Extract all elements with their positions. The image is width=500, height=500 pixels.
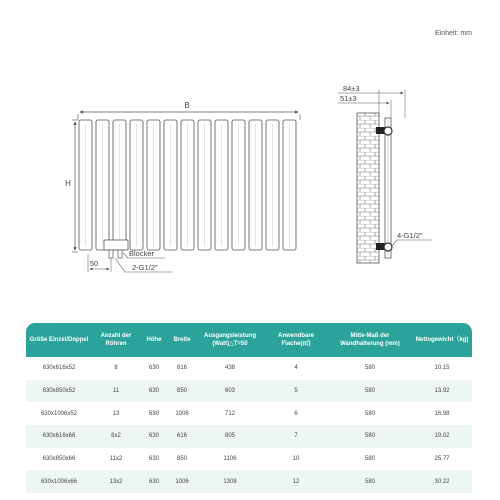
cell-output: 438 — [224, 365, 235, 372]
cell-width: 616 — [168, 425, 196, 448]
table-header-row — [26, 323, 472, 357]
header-area: Anwendbare Flache(㎡) — [264, 323, 328, 357]
cell-size: 630x616x52 — [42, 365, 76, 372]
cell-output: 1106 — [223, 456, 237, 463]
cell-size: 630x850x52 — [26, 380, 92, 403]
cell-width: 1006 — [168, 470, 196, 493]
cell-net-weight: 25.77 — [434, 456, 450, 463]
cell-bracket-distance: 580 — [364, 410, 375, 417]
cell-size: 630x1006x52 — [40, 410, 78, 417]
valve-right — [118, 250, 122, 258]
upper-connection — [384, 127, 392, 135]
cell-net-weight: 30.22 — [412, 470, 472, 493]
connection-label: 2-G1/2" — [132, 263, 158, 272]
unit-note: Einheit: mm — [435, 30, 472, 37]
radiator-tubes — [79, 120, 296, 250]
header-height: Höhe — [140, 323, 168, 357]
header-output: Ausgangsleistung (Watt)△T=50 — [196, 323, 264, 357]
cell-area: 12 — [264, 470, 328, 493]
cell-output: 805 — [196, 425, 264, 448]
cell-area: 7 — [264, 425, 328, 448]
cell-area: 5 — [264, 380, 328, 403]
cell-tube-count: 13x2 — [92, 470, 140, 493]
cell-bracket-distance: 580 — [328, 470, 412, 493]
depth-inner-label: 51±3 — [340, 94, 357, 103]
cell-tube-count: 11 — [92, 380, 140, 403]
cell-size: 630x616x66 — [26, 425, 92, 448]
header-net-weight: Nettogewicht（kg) — [412, 323, 472, 357]
cell-width: 616 — [176, 365, 187, 372]
cell-bracket-distance: 580 — [364, 456, 375, 463]
cell-tube-count: 11x2 — [109, 456, 123, 463]
cell-tube-count: 8x2 — [92, 425, 140, 448]
brick-wall — [357, 113, 379, 263]
table-row — [26, 448, 472, 471]
lower-connection — [384, 243, 392, 251]
blocker-label: Blocker — [129, 249, 155, 258]
header-size: Größe Einzel/Doppel — [26, 323, 92, 357]
table-row — [26, 402, 472, 425]
cell-output: 1308 — [196, 470, 264, 493]
depth-outer-label: 84±3 — [343, 84, 360, 93]
connection-block — [104, 240, 128, 250]
table-row — [26, 357, 472, 380]
cell-area: 10 — [292, 456, 300, 463]
side-view — [338, 84, 432, 263]
specification-table — [26, 323, 472, 493]
table-row — [26, 470, 472, 493]
side-connection-label: 4-G1/2" — [397, 231, 423, 240]
side-connection-leader — [391, 240, 432, 247]
cell-tube-count: 13 — [112, 410, 120, 417]
cell-height: 630 — [140, 470, 168, 493]
valve-left — [109, 250, 113, 258]
cell-area: 4 — [294, 365, 298, 372]
cell-width: 1006 — [175, 410, 189, 417]
header-tube-count: Anzahl der Röhren — [92, 323, 140, 357]
cell-net-weight: 19.02 — [412, 425, 472, 448]
cell-height: 630 — [140, 425, 168, 448]
cell-size: 630x850x66 — [42, 456, 76, 463]
header-width: Breite — [168, 323, 196, 357]
cell-height: 630 — [148, 365, 159, 372]
front-view — [65, 101, 300, 272]
cell-height: 630 — [148, 456, 159, 463]
cell-net-weight: 13.92 — [412, 380, 472, 403]
cell-width: 850 — [176, 456, 187, 463]
cell-bracket-distance: 580 — [328, 425, 412, 448]
cell-width: 850 — [168, 380, 196, 403]
cell-area: 6 — [294, 410, 298, 417]
cell-bracket-distance: 580 — [328, 380, 412, 403]
table-row — [26, 380, 472, 403]
cell-bracket-distance: 580 — [364, 365, 375, 372]
cell-net-weight: 10.15 — [434, 365, 450, 372]
cell-size: 630x1006x66 — [26, 470, 92, 493]
cell-output: 712 — [224, 410, 235, 417]
table-row — [26, 425, 472, 448]
cell-height: 630 — [140, 380, 168, 403]
header-bracket-distance: Mitte-Maß der Wandhalterung (mm) — [328, 323, 412, 357]
cell-output: 603 — [196, 380, 264, 403]
cell-net-weight: 16.98 — [434, 410, 450, 417]
offset-label: 50 — [89, 259, 99, 268]
cell-tube-count: 8 — [114, 365, 118, 372]
cell-height: 630 — [148, 410, 159, 417]
height-label: H — [65, 179, 71, 188]
width-label: B — [184, 101, 190, 110]
